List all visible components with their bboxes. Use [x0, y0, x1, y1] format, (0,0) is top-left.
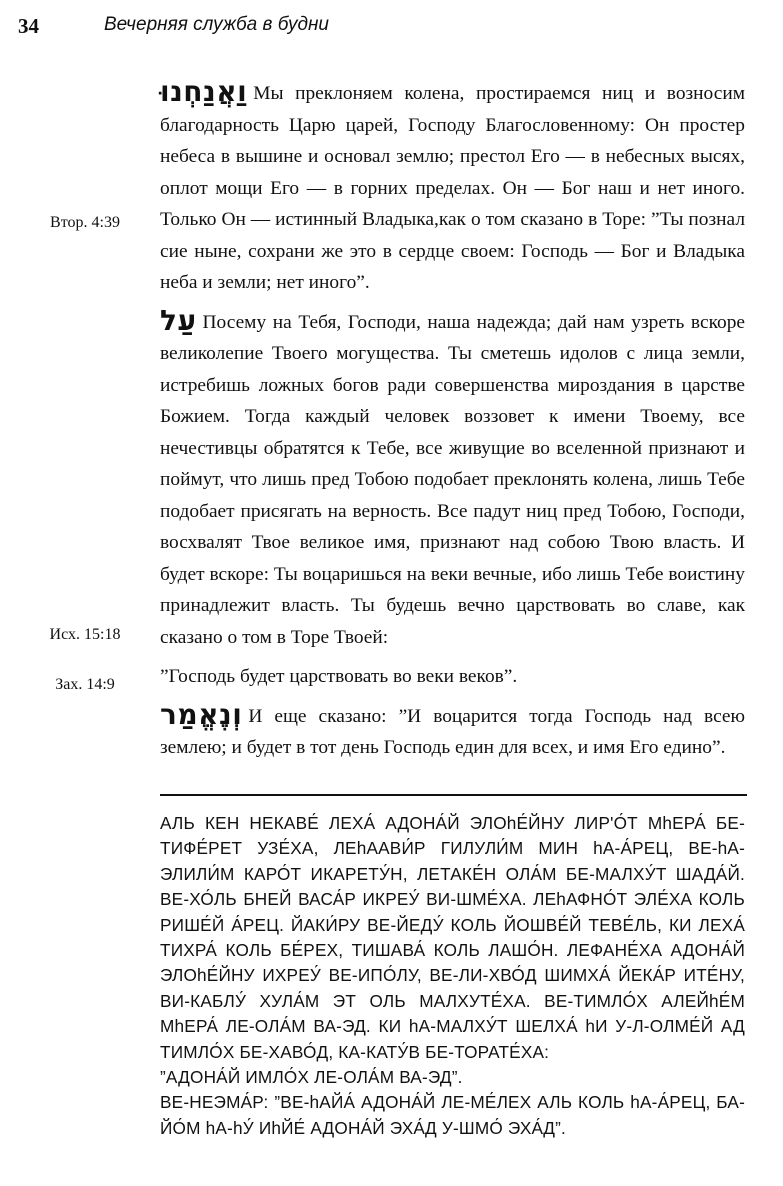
transliteration-paragraph: ”АДОНА́Й ИМЛО́Х ЛЕ-ОЛА́М ВА-ЭД”. [160, 1067, 463, 1088]
paragraph-text: И еще сказано: ”И воцарится тогда Господь над всею землею; и будет в тот день Господь един для всех, и имя Его едино”. [160, 705, 745, 758]
paragraph-vaanachnu [160, 75, 745, 299]
hebrew-incipit-veneemar: וְנֶאֱמַר [160, 697, 243, 731]
running-header [18, 14, 765, 44]
hebrew-incipit-vaanachnu: וַאֲנַחְנוּ [160, 75, 248, 108]
paragraph-al-ken [160, 303, 745, 654]
russian-translation [160, 75, 745, 772]
transliteration-block [160, 811, 745, 1141]
transliteration-paragraph: ВЕ-НЕЭМА́Р: ”ВЕ-hАЙА́ АДОНА́Й ЛЕ-МЕ́ЛЕХ АЛЬ КОЛЬ hА-А́РЕЦ, БА-ЙО́М hА-hУ́ ИhЙЕ́ АДОНА́Й ЭХА́Д У-ШМО́ ЭХА́Д”. [160, 1092, 745, 1138]
running-title: Вечерняя служба в будни [104, 14, 329, 35]
transliteration-paragraph: АЛЬ КЕН НЕКАВЕ́ ЛЕХА́ АДОНА́Й ЭЛОhЕ́ЙНУ ЛИР'О́Т МhЕРА́ БЕ-ТИФЕ́РЕТ УЗЕ́ХА, ЛЕhААВИ́Р ГИЛУЛИ́М МИН hА-А́РЕЦ, ВЕ-hА-ЭЛИЛИ́М КАРО́Т ИКАРЕТУ́Н, ЛЕТАКЕ́Н ОЛА́М БЕ-МАЛХУ́Т ШАДА́Й. ВЕ-ХО́ЛЬ БНЕЙ ВАСА́Р ИКРЕУ́ ВИ-ШМЕ́ХА. ЛЕhАФНО́Т ЭЛЕ́ХА КОЛЬ РИШЕ́Й А́РЕЦ. ЙАКИ́РУ ВЕ-ЙЕДУ́ КОЛЬ ЙОШВЕ́Й ТЕВЕ́ЛЬ, КИ ЛЕХА́ ТИХРА́ КОЛЬ БЕ́РЕХ, ТИШАВА́ КОЛЬ ЛАШО́Н. ЛЕФАНЕ́ХА АДОНА́Й ЭЛОhЕ́ЙНУ ИХРЕУ́ ВЕ-ИПО́ЛУ, ВЕ-ЛИ-ХВО́Д ШИМХА́ ЙЕКА́Р ИТЕ́НУ, ВИ-КАБЛУ́ ХУЛА́М ЭТ ОЛЬ МАЛХУТЕ́ХА. ВЕ-ТИМЛО́Х АЛЕЙhЕ́М МhЕРА́ ЛЕ-ОЛА́М ВА-ЭД. КИ hА-МАЛХУ́Т ШЕЛХА́ hИ У-Л-ОЛМЕ́Й АД ТИМЛО́Х БЕ-ХАВО́Д, КА-КАТУ́В БЕ-ТОРАТЕ́ХА: [160, 813, 745, 1062]
paragraph-quote-exodus [160, 661, 745, 693]
paragraph-veneemar [160, 697, 745, 764]
margin-reference-deuteronomy: Втор. 4:39 [50, 214, 120, 231]
paragraph-text: Мы преклоняем колена, простираемся ниц и возносим благодарность Царю царей, Господу Благословенному: Он простер небеса в вышине и основал землю; престол Его — в небесных высях, оплот мощи Его — в горних пределах. Он — Бог наш и нет иного. Только Он — истинный Владыка,как о том сказано в Торе: ”Ты познал сие ныне, сохрани же это в сердце своем: Господь — Бог и Владыка неба и земли; нет иного”. [160, 83, 745, 293]
hebrew-incipit-al: עַל [160, 303, 197, 337]
section-divider [160, 794, 747, 796]
paragraph-text: ”Господь будет царствовать во веки веков”. [160, 666, 518, 687]
margin-reference-zechariah: Зах. 14:9 [55, 676, 115, 693]
paragraph-text: Посему на Тебя, Господи, наша надежда; дай нам узреть вскоре великолепие Твоего могущества. Ты сметешь идолов с лица земли, истребишь ложных богов ради совершенства мироздания в царстве Божием. Тогда каждый человек воззовет к имени Твоему, все нечестивцы обратятся к Тебе, все живущие во вселенной признают и поймут, что лишь пред Тобою подобает преклонять колена, лишь Тебе подобает присягать на верность. Все падут ниц пред Тобою, Господи, восхвалят Твое великое имя, признают над собою Твою власть. И будет вскоре: Ты воцаришься на веки вечные, ибо лишь Тебе воистину принадлежит власть. Ты будешь вечно царствовать во славе, как сказано о том в Торе Твоей: [160, 311, 745, 648]
margin-reference-exodus: Исх. 15:18 [49, 626, 121, 643]
page-number: 34 [18, 14, 39, 38]
